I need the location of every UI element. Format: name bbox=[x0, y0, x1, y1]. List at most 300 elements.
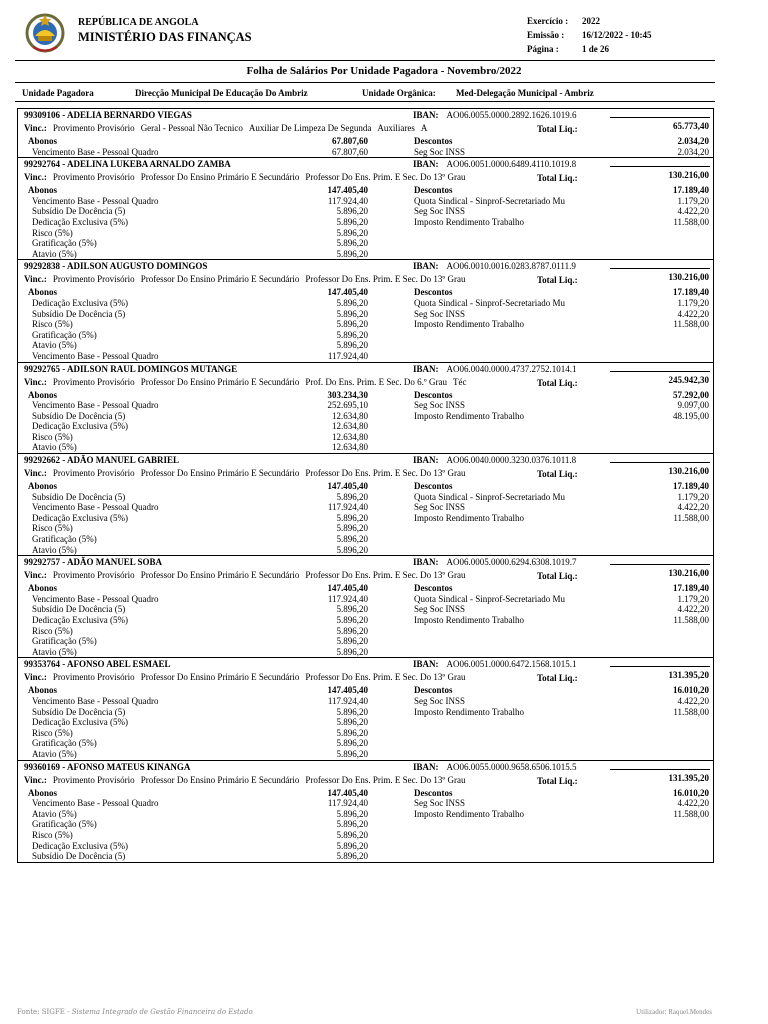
detail-row bbox=[18, 738, 713, 749]
employee-header bbox=[18, 761, 713, 773]
total-line bbox=[610, 769, 710, 770]
abonos-label: Abonos bbox=[28, 185, 58, 196]
abono-value: 5.896,20 bbox=[336, 491, 368, 502]
total-label: Total Liq.: bbox=[537, 775, 578, 786]
desconto-value: 1.179,20 bbox=[677, 297, 709, 308]
vinc-item: Professor Do Ens. Prim. E Sec. Do 13º Grau bbox=[305, 274, 466, 285]
abono-value: 12.634,80 bbox=[332, 421, 368, 432]
detail-row bbox=[18, 238, 713, 249]
iban-value: AO06.0055.0000.2892.1626.1019.6 bbox=[446, 110, 577, 120]
abono-value: 5.896,20 bbox=[336, 216, 368, 227]
detail-row bbox=[18, 749, 713, 760]
abono-label: Gratificação (5%) bbox=[32, 819, 97, 830]
abono-value: 117.924,40 bbox=[327, 195, 368, 206]
abonos-total: 67.807,60 bbox=[332, 136, 368, 146]
abono-label: Vencimento Base - Pessoal Quadro bbox=[32, 195, 159, 206]
vinc-item: Geral - Pessoal Não Tecnico bbox=[140, 123, 243, 133]
vinc-item: Auxiliar De Limpeza De Segunda bbox=[248, 123, 372, 133]
employee-record bbox=[18, 454, 713, 556]
abono-label: Gratificação (5%) bbox=[32, 738, 97, 749]
vinculo-text bbox=[24, 172, 536, 182]
employee-details bbox=[18, 390, 713, 454]
desconto-label: Imposto Rendimento Trabalho bbox=[414, 706, 524, 717]
vinc-label: Vinc.: bbox=[24, 172, 47, 183]
abono-label: Vencimento Base - Pessoal Quadro bbox=[32, 593, 159, 604]
descontos-label: Descontos bbox=[414, 685, 453, 696]
abono-label: Vencimento Base - Pessoal Quadro bbox=[32, 502, 159, 513]
vinc-item: Provimento Provisório bbox=[52, 172, 135, 183]
detail-row bbox=[18, 604, 713, 615]
vinc-item: Professor Do Ensino Primário E Secundário bbox=[140, 672, 300, 683]
descontos-total: 57.292,00 bbox=[673, 389, 709, 400]
iban-label: IBAN: bbox=[413, 363, 439, 374]
iban-label: IBAN: bbox=[413, 110, 439, 120]
divider bbox=[15, 60, 715, 61]
iban-value: AO06.0051.0000.6472.1568.1015.1 bbox=[446, 659, 577, 670]
employee-header bbox=[18, 363, 713, 375]
abono-value: 117.924,40 bbox=[327, 798, 368, 809]
vinc-item: Professor Do Ensino Primário E Secundário bbox=[140, 376, 300, 387]
abono-value: 67.807,60 bbox=[332, 146, 368, 157]
abono-value: 5.896,20 bbox=[336, 227, 368, 238]
employee-iban bbox=[413, 261, 576, 271]
detail-row bbox=[18, 400, 713, 411]
ministry-name: MINISTÉRIO DAS FINANÇAS bbox=[78, 30, 252, 44]
abono-label: Subsídio De Docência (5) bbox=[32, 410, 126, 421]
detail-row bbox=[18, 615, 713, 626]
vinc-item: Professor Do Ens. Prim. E Sec. Do 13º Grau bbox=[305, 172, 466, 183]
detail-row bbox=[18, 545, 713, 556]
vinc-item: Professor Do Ens. Prim. E Sec. Do 13º Grau bbox=[305, 672, 466, 683]
abono-label: Dedicação Exclusiva (5%) bbox=[32, 717, 128, 728]
descontos-label: Descontos bbox=[414, 787, 453, 798]
abono-value: 117.924,40 bbox=[327, 350, 368, 361]
vinc-label: Vinc.: bbox=[24, 376, 47, 387]
descontos-label: Descontos bbox=[414, 185, 453, 196]
employee-details bbox=[18, 788, 713, 862]
vinc-label: Vinc.: bbox=[24, 123, 47, 133]
abono-label: Vencimento Base - Pessoal Quadro bbox=[32, 695, 159, 706]
detail-row bbox=[18, 492, 713, 503]
iban-label: IBAN: bbox=[413, 557, 439, 568]
detail-row bbox=[18, 513, 713, 524]
employee-iban bbox=[413, 762, 577, 772]
detail-row bbox=[18, 432, 713, 443]
total-label: Total Liq.: bbox=[537, 571, 578, 582]
detail-row bbox=[18, 502, 713, 513]
employee-record bbox=[18, 158, 713, 260]
vinc-item: Professor Do Ensino Primário E Secundário bbox=[140, 774, 300, 785]
iban-value: AO06.0010.0016.0283.8787.0111.9 bbox=[446, 261, 576, 272]
iban-label: IBAN: bbox=[413, 455, 439, 466]
abonos-label: Abonos bbox=[28, 136, 58, 146]
iban-label: IBAN: bbox=[413, 659, 439, 670]
abono-label: Risco (5%) bbox=[32, 227, 73, 238]
employee-details bbox=[18, 136, 713, 157]
pagadora-value: Direcção Municipal De Educação Do Ambriz bbox=[135, 88, 308, 98]
desconto-label: Seg Soc INSS bbox=[414, 400, 466, 411]
detail-row bbox=[18, 309, 713, 320]
total-line bbox=[610, 564, 710, 565]
details-header bbox=[18, 685, 713, 696]
desconto-value: 11.588,00 bbox=[673, 615, 709, 625]
detail-row bbox=[18, 330, 713, 341]
descontos-label: Descontos bbox=[414, 481, 453, 492]
employee-name: 99292662 - ADÃO MANUEL GABRIEL bbox=[24, 455, 180, 466]
abono-value: 5.896,20 bbox=[336, 738, 368, 749]
desconto-value: 4.422,20 bbox=[677, 798, 709, 809]
employee-iban bbox=[413, 159, 576, 169]
iban-value: AO06.0051.0000.6489.4110.1019.8 bbox=[446, 159, 577, 170]
total-line bbox=[610, 166, 710, 167]
desconto-value: 1.179,20 bbox=[677, 195, 709, 206]
pagadora-label: Unidade Pagadora bbox=[22, 88, 94, 98]
employee-vinculo bbox=[18, 170, 713, 185]
abono-label: Risco (5%) bbox=[32, 523, 73, 534]
abono-value: 5.896,20 bbox=[336, 625, 368, 636]
footer-source: Fonte: SIGFE - Sistema Integrado de Gestão Financeira do Estado bbox=[17, 1008, 253, 1016]
abono-label: Subsídio De Docência (5) bbox=[32, 706, 126, 717]
desconto-label: Imposto Rendimento Trabalho bbox=[414, 808, 524, 819]
abono-value: 5.896,20 bbox=[336, 512, 368, 523]
detail-row bbox=[18, 340, 713, 351]
abono-value: 5.896,20 bbox=[336, 829, 368, 840]
abono-label: Vencimento Base - Pessoal Quadro bbox=[32, 146, 159, 157]
abono-value: 12.634,80 bbox=[332, 442, 368, 453]
desconto-label: Seg Soc INSS bbox=[414, 604, 466, 615]
employee-header bbox=[18, 109, 713, 121]
abonos-total: 147.405,40 bbox=[327, 583, 368, 594]
vinculo-text bbox=[24, 468, 536, 478]
abono-label: Subsídio De Docência (5) bbox=[32, 206, 126, 217]
abono-label: Dedicação Exclusiva (5%) bbox=[32, 421, 128, 432]
descontos-label: Descontos bbox=[414, 287, 453, 298]
vinc-item: Professor Do Ens. Prim. E Sec. Do 13º Grau bbox=[305, 774, 466, 785]
detail-row bbox=[18, 851, 713, 862]
abono-label: Dedicação Exclusiva (5%) bbox=[32, 216, 128, 227]
employee-vinculo bbox=[18, 375, 713, 390]
employee-header bbox=[18, 658, 713, 670]
exercicio: Exercício : 2022 bbox=[527, 16, 600, 26]
abono-label: Atavio (5%) bbox=[32, 442, 77, 453]
abono-label: Risco (5%) bbox=[32, 727, 73, 738]
vinc-item: Provimento Provisório bbox=[52, 376, 135, 387]
detail-row bbox=[18, 421, 713, 432]
abono-value: 5.896,20 bbox=[336, 748, 368, 759]
detail-row bbox=[18, 249, 713, 260]
desconto-label: Imposto Rendimento Trabalho bbox=[414, 216, 524, 227]
abono-value: 5.896,20 bbox=[336, 297, 368, 308]
descontos-label: Descontos bbox=[414, 583, 453, 594]
desconto-label: Imposto Rendimento Trabalho bbox=[414, 410, 524, 421]
abono-label: Risco (5%) bbox=[32, 625, 73, 636]
desconto-value: 11.588,00 bbox=[673, 808, 709, 819]
desconto-value: 48.195,00 bbox=[673, 410, 709, 421]
abono-value: 5.896,20 bbox=[336, 340, 368, 351]
details-header bbox=[18, 788, 713, 799]
employee-details bbox=[18, 583, 713, 657]
total-value: 131.395,20 bbox=[668, 772, 709, 783]
abono-value: 5.896,20 bbox=[336, 319, 368, 330]
total-line bbox=[610, 462, 710, 463]
desconto-value: 11.588,00 bbox=[673, 512, 709, 523]
abono-label: Dedicação Exclusiva (5%) bbox=[32, 297, 128, 308]
employee-details bbox=[18, 287, 713, 361]
employee-record bbox=[18, 556, 713, 658]
desconto-value: 11.588,00 bbox=[673, 706, 709, 717]
vinc-label: Vinc.: bbox=[24, 774, 47, 785]
vinculo-text bbox=[24, 775, 536, 785]
vinc-item: Prof. Do Ens. Prim. E Sec. Do 6.º Grau bbox=[305, 376, 447, 387]
vinc-item: Auxiliares bbox=[377, 123, 415, 133]
details-header bbox=[18, 583, 713, 594]
desconto-value: 11.588,00 bbox=[673, 216, 709, 227]
abono-value: 5.896,20 bbox=[336, 238, 368, 249]
report-title: Folha de Salários Por Unidade Pagadora - Novembro/2022 bbox=[246, 65, 522, 77]
desconto-value: 4.422,20 bbox=[677, 604, 709, 615]
abono-value: 5.896,20 bbox=[336, 615, 368, 625]
abono-label: Subsídio De Docência (5) bbox=[32, 491, 126, 502]
employee-vinculo bbox=[18, 466, 713, 481]
employee-name: 99353764 - AFONSO ABEL ESMAEL bbox=[24, 659, 171, 670]
descontos-total: 17.189,40 bbox=[673, 583, 709, 594]
vinc-item: Professor Do Ens. Prim. E Sec. Do 13º Grau bbox=[305, 570, 466, 581]
divider bbox=[15, 101, 715, 102]
total-value: 245.942,30 bbox=[668, 374, 709, 385]
employee-header bbox=[18, 556, 713, 568]
angola-emblem-icon bbox=[25, 12, 65, 54]
total-value: 130.216,00 bbox=[668, 466, 709, 477]
vinc-item: Professor Do Ensino Primário E Secundário bbox=[140, 274, 300, 285]
vinc-item: Provimento Provisório bbox=[52, 123, 135, 133]
abono-value: 12.634,80 bbox=[332, 431, 368, 442]
detail-row bbox=[18, 841, 713, 852]
desconto-label: Quota Sindical - Sinprof-Secretariado Mu bbox=[414, 195, 565, 206]
desconto-label: Quota Sindical - Sinprof-Secretariado Mu bbox=[414, 491, 565, 502]
detail-row bbox=[18, 707, 713, 718]
abono-value: 5.896,20 bbox=[336, 840, 368, 851]
desconto-label: Imposto Rendimento Trabalho bbox=[414, 512, 524, 523]
descontos-total: 17.189,40 bbox=[673, 287, 709, 298]
desconto-value: 1.179,20 bbox=[677, 491, 709, 502]
vinculo-text bbox=[24, 377, 536, 387]
employee-record bbox=[18, 260, 713, 362]
abono-label: Atavio (5%) bbox=[32, 340, 77, 351]
iban-value: AO06.0005.0000.6294.6308.1019.7 bbox=[446, 557, 577, 568]
vinc-item: Professor Do Ens. Prim. E Sec. Do 13º Grau bbox=[305, 468, 466, 479]
abono-value: 5.896,20 bbox=[336, 851, 368, 862]
abono-value: 5.896,20 bbox=[336, 523, 368, 534]
abonos-total: 147.405,40 bbox=[327, 287, 368, 298]
detail-row bbox=[18, 830, 713, 841]
abonos-total: 147.405,40 bbox=[327, 185, 368, 196]
iban-label: IBAN: bbox=[413, 761, 439, 772]
detail-row bbox=[18, 798, 713, 809]
divider bbox=[15, 82, 715, 83]
iban-label: IBAN: bbox=[413, 261, 439, 272]
abono-label: Atavio (5%) bbox=[32, 748, 77, 759]
abono-value: 5.896,20 bbox=[336, 329, 368, 340]
employee-vinculo bbox=[18, 272, 713, 287]
abono-value: 5.896,20 bbox=[336, 819, 368, 830]
payroll-list bbox=[17, 108, 714, 863]
vinculo-text bbox=[24, 570, 536, 580]
iban-value: AO06.0040.0000.4737.2752.1014.1 bbox=[446, 363, 577, 374]
desconto-label: Quota Sindical - Sinprof-Secretariado Mu bbox=[414, 297, 565, 308]
employee-vinculo bbox=[18, 773, 713, 788]
employee-name: 99360169 - AFONSO MATEUS KINANGA bbox=[24, 761, 191, 772]
abono-value: 117.924,40 bbox=[327, 502, 368, 513]
detail-row bbox=[18, 819, 713, 830]
detail-row bbox=[18, 534, 713, 545]
abono-label: Atavio (5%) bbox=[32, 646, 77, 657]
details-header bbox=[18, 481, 713, 492]
abonos-label: Abonos bbox=[28, 389, 58, 400]
abono-value: 5.896,20 bbox=[336, 706, 368, 717]
desconto-value: 4.422,20 bbox=[677, 502, 709, 513]
total-value: 130.216,00 bbox=[668, 272, 709, 283]
desconto-value: 1.179,20 bbox=[677, 593, 709, 604]
abono-value: 5.896,20 bbox=[336, 646, 368, 657]
abonos-label: Abonos bbox=[28, 583, 58, 594]
desconto-label: Seg Soc INSS bbox=[414, 146, 466, 157]
vinc-item: Provimento Provisório bbox=[52, 468, 135, 479]
desconto-value: 9.097,00 bbox=[677, 400, 709, 411]
abono-value: 5.896,20 bbox=[336, 636, 368, 647]
employee-name: 99309106 - ADELIA BERNARDO VIEGAS bbox=[24, 110, 192, 120]
pagina: Página : 1 de 26 bbox=[527, 44, 609, 54]
abono-label: Vencimento Base - Pessoal Quadro bbox=[32, 400, 159, 411]
abonos-total: 147.405,40 bbox=[327, 685, 368, 696]
descontos-total: 16.010,20 bbox=[673, 787, 709, 798]
detail-row bbox=[18, 147, 713, 158]
employee-record bbox=[18, 761, 713, 862]
employee-record bbox=[18, 109, 713, 158]
iban-value: AO06.0055.0000.9658.6506.1015.5 bbox=[446, 761, 577, 772]
abonos-total: 303.234,30 bbox=[327, 389, 368, 400]
detail-row bbox=[18, 728, 713, 739]
vinculo-text bbox=[24, 123, 536, 133]
employee-iban bbox=[413, 659, 577, 669]
detail-row bbox=[18, 351, 713, 362]
detail-row bbox=[18, 442, 713, 453]
employee-name: 99292764 - ADELINA LUKEBA ARNALDO ZAMBA bbox=[24, 159, 231, 170]
detail-row bbox=[18, 206, 713, 217]
abonos-label: Abonos bbox=[28, 685, 58, 696]
vinc-label: Vinc.: bbox=[24, 570, 47, 581]
abono-label: Dedicação Exclusiva (5%) bbox=[32, 615, 128, 625]
abono-label: Vencimento Base - Pessoal Quadro bbox=[32, 350, 159, 361]
abono-label: Gratificação (5%) bbox=[32, 329, 97, 340]
vinc-item: Provimento Provisório bbox=[52, 274, 135, 285]
detail-row bbox=[18, 696, 713, 707]
employee-details bbox=[18, 685, 713, 759]
detail-row bbox=[18, 636, 713, 647]
abono-value: 5.896,20 bbox=[336, 308, 368, 319]
employee-header bbox=[18, 260, 713, 272]
abono-value: 5.896,20 bbox=[336, 717, 368, 728]
employee-record bbox=[18, 658, 713, 760]
desconto-label: Seg Soc INSS bbox=[414, 206, 466, 217]
abono-label: Gratificação (5%) bbox=[32, 534, 97, 545]
desconto-label: Seg Soc INSS bbox=[414, 308, 466, 319]
detail-row bbox=[18, 626, 713, 637]
abono-label: Dedicação Exclusiva (5%) bbox=[32, 512, 128, 523]
abono-label: Vencimento Base - Pessoal Quadro bbox=[32, 798, 159, 809]
desconto-value: 4.422,20 bbox=[677, 695, 709, 706]
employee-details bbox=[18, 481, 713, 555]
vinc-label: Vinc.: bbox=[24, 468, 47, 479]
vinc-item: Professor Do Ensino Primário E Secundário bbox=[140, 172, 300, 183]
employee-record bbox=[18, 363, 713, 455]
vinc-item: Provimento Provisório bbox=[52, 570, 135, 581]
total-value: 65.773,40 bbox=[673, 121, 709, 131]
detail-row bbox=[18, 217, 713, 228]
total-label: Total Liq.: bbox=[537, 469, 578, 480]
vinculo-text bbox=[24, 274, 536, 284]
employee-iban bbox=[413, 364, 577, 374]
vinc-item: Téc bbox=[452, 376, 467, 387]
vinc-item: Professor Do Ensino Primário E Secundário bbox=[140, 468, 300, 479]
detail-row bbox=[18, 647, 713, 658]
employee-iban bbox=[413, 455, 576, 465]
desconto-label: Quota Sindical - Sinprof-Secretariado Mu bbox=[414, 593, 565, 604]
vinc-label: Vinc.: bbox=[24, 672, 47, 683]
abono-label: Risco (5%) bbox=[32, 319, 73, 330]
total-label: Total Liq.: bbox=[537, 124, 578, 134]
detail-row bbox=[18, 594, 713, 605]
footer-user: Utilizador: Raquel.Mendes bbox=[636, 1008, 712, 1016]
detail-row bbox=[18, 809, 713, 820]
vinc-item: Professor Do Ensino Primário E Secundário bbox=[140, 570, 300, 581]
abonos-total: 147.405,40 bbox=[327, 787, 368, 798]
total-line bbox=[610, 371, 710, 372]
abono-value: 5.896,20 bbox=[336, 544, 368, 555]
iban-label: IBAN: bbox=[413, 159, 439, 170]
vinc-label: Vinc.: bbox=[24, 274, 47, 285]
vinculo-text bbox=[24, 672, 536, 682]
abono-label: Atavio (5%) bbox=[32, 544, 77, 555]
descontos-total: 16.010,20 bbox=[673, 685, 709, 696]
abonos-label: Abonos bbox=[28, 287, 58, 298]
descontos-label: Descontos bbox=[414, 389, 453, 400]
abono-label: Atavio (5%) bbox=[32, 248, 77, 259]
total-value: 131.395,20 bbox=[668, 670, 709, 681]
abono-label: Subsídio De Docência (5) bbox=[32, 851, 126, 862]
detail-row bbox=[18, 411, 713, 422]
abono-value: 5.896,20 bbox=[336, 248, 368, 259]
desconto-value: 4.422,20 bbox=[677, 206, 709, 217]
desconto-label: Seg Soc INSS bbox=[414, 502, 466, 513]
desconto-label: Imposto Rendimento Trabalho bbox=[414, 615, 524, 625]
employee-details bbox=[18, 185, 713, 259]
detail-row bbox=[18, 196, 713, 207]
organica-label: Unidade Orgânica: bbox=[362, 88, 436, 98]
abonos-total: 147.405,40 bbox=[327, 481, 368, 492]
abono-label: Dedicação Exclusiva (5%) bbox=[32, 840, 128, 851]
employee-header bbox=[18, 158, 713, 170]
detail-row bbox=[18, 298, 713, 309]
detail-row bbox=[18, 523, 713, 534]
detail-row bbox=[18, 228, 713, 239]
employee-name: 99292765 - ADILSON RAUL DOMINGOS MUTANGE bbox=[24, 363, 238, 374]
vinc-item: Provimento Provisório bbox=[52, 774, 135, 785]
desconto-value: 4.422,20 bbox=[677, 308, 709, 319]
total-label: Total Liq.: bbox=[537, 173, 578, 184]
details-header bbox=[18, 136, 713, 147]
employee-iban bbox=[413, 110, 577, 120]
total-label: Total Liq.: bbox=[537, 377, 578, 388]
